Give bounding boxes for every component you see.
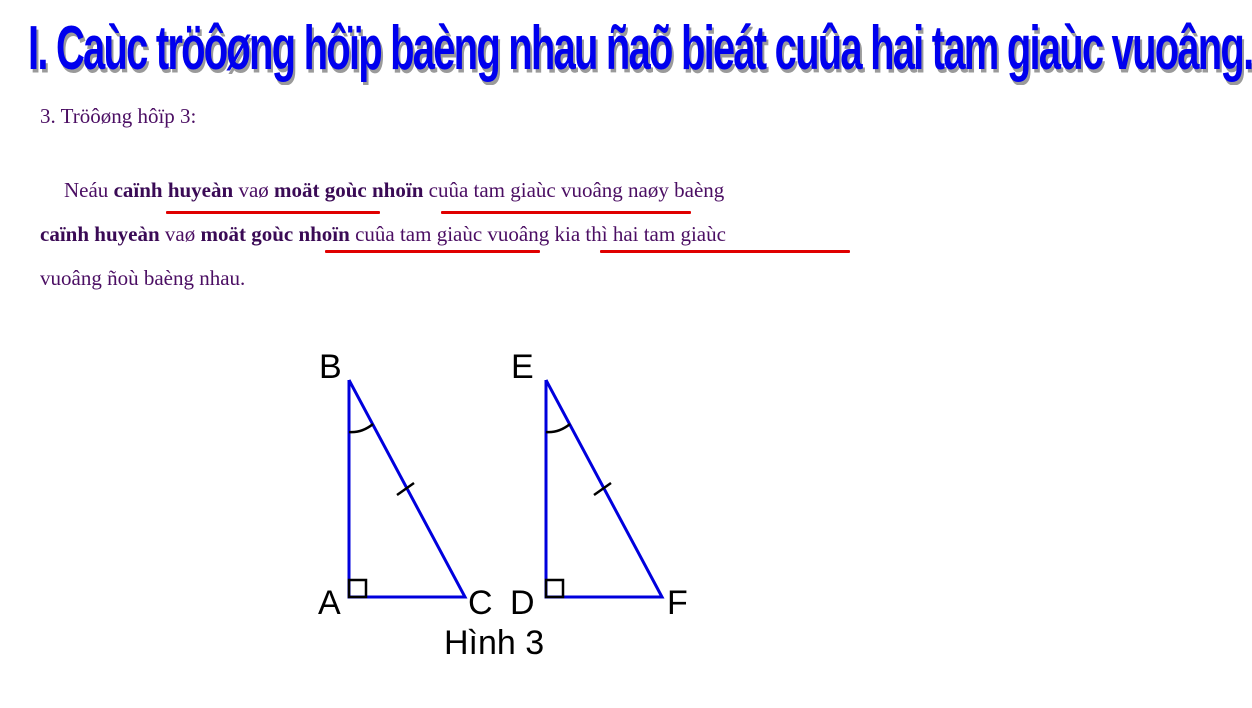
bold-acute-angle: moät goùc nhoïn	[274, 178, 424, 202]
text-run: cuûa tam giaùc vuoâng kia thì hai tam giaùc	[349, 222, 726, 246]
text-run: vaø	[233, 178, 275, 202]
bold-hypotenuse: caïnh huyeàn	[113, 178, 234, 202]
vertex-label-e: E	[511, 348, 534, 386]
triangle-abc	[318, 348, 493, 622]
angle-arc-b	[349, 424, 373, 432]
vertex-label-f: F	[667, 584, 688, 622]
text-run: Neáu	[64, 178, 114, 202]
vertex-label-d: D	[510, 584, 535, 622]
triangle-def	[510, 348, 688, 622]
figure-caption: Hình 3	[444, 624, 545, 662]
vertex-label-b: B	[319, 348, 342, 386]
text-run: vaø	[159, 222, 201, 246]
vertex-label-c: C	[468, 584, 493, 622]
bold-hypotenuse: caïnh huyeàn	[40, 222, 160, 246]
slide-title: I. Caùc tröôøng hôïp baèng nhau ñaõ bieát cuûa hai tam giaùc vuoâng.	[28, 14, 1252, 84]
paragraph-line-3: vuoâng ñoù baèng nhau.	[40, 266, 246, 290]
bold-acute-angle: moät goùc nhoïn	[200, 222, 350, 246]
case-heading: 3. Tröôøng hôïp 3:	[40, 104, 197, 128]
text-run: cuûa tam giaùc vuoâng naøy baèng	[423, 178, 725, 202]
right-angle-mark-a	[349, 580, 366, 597]
vertex-label-a: A	[318, 584, 341, 622]
right-angle-mark-d	[546, 580, 563, 597]
angle-arc-e	[546, 424, 570, 432]
